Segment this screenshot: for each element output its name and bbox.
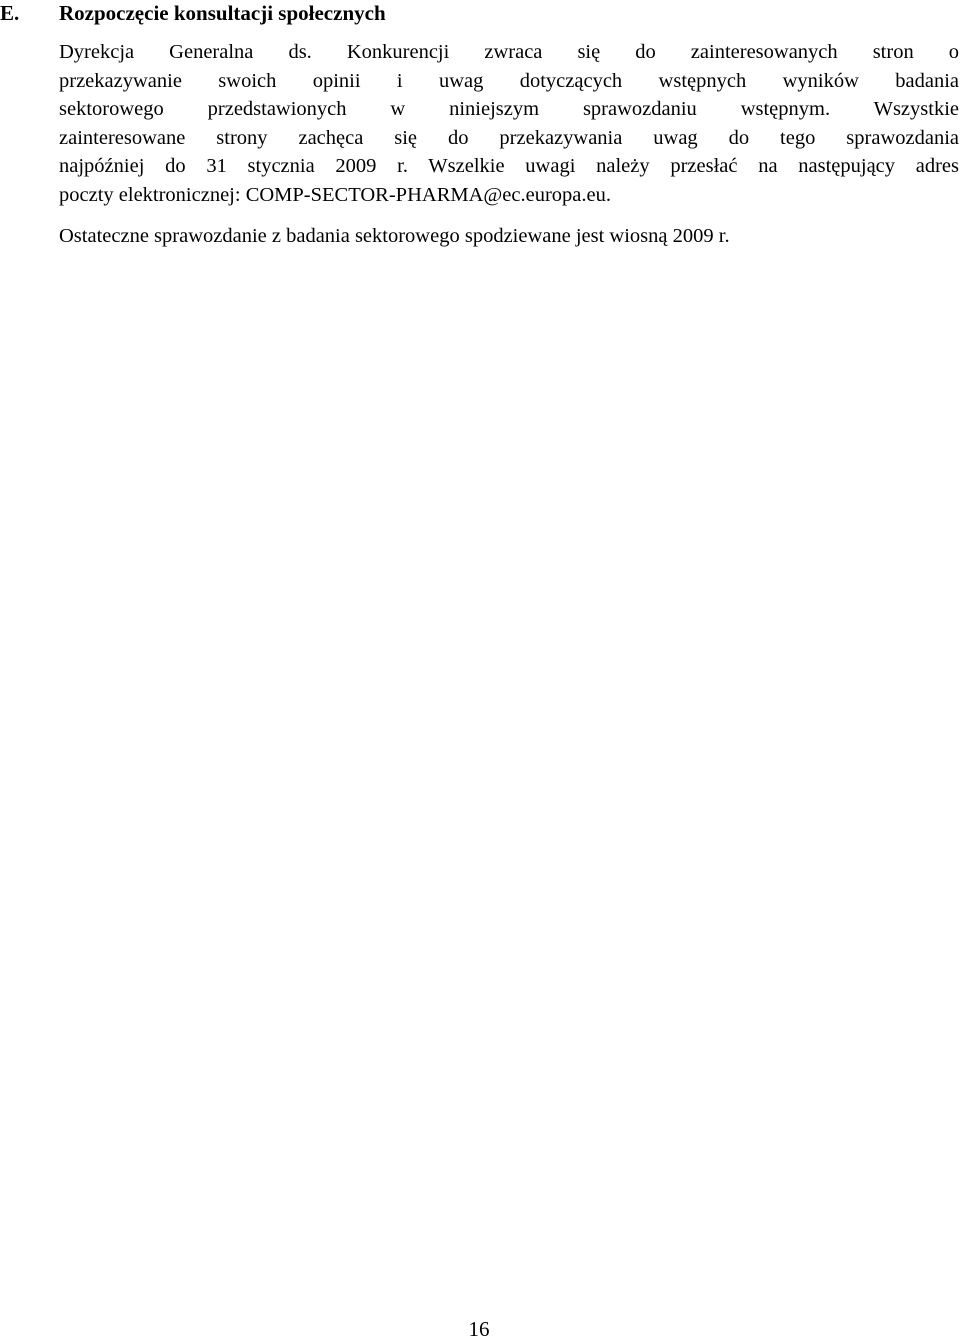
paragraph-line-email: poczty elektronicznej: COMP-SECTOR-PHARMA@ec.europa.eu. xyxy=(59,183,611,206)
section-heading xyxy=(0,0,960,26)
section-letter: E. xyxy=(0,1,20,25)
paragraph-line: przekazywanie swoich opinii i uwag dotyczących wstępnych wyników badania xyxy=(59,69,959,92)
paragraph-line: zainteresowane strony zachęca się do przekazywania uwag do tego sprawozdania xyxy=(59,126,959,149)
page-number xyxy=(0,1316,960,1342)
paragraph-final-report xyxy=(59,222,959,251)
paragraph-line: najpóźniej do 31 stycznia 2009 r. Wszelkie uwagi należy przesłać na następujący adres xyxy=(59,155,959,178)
paragraph-consultation xyxy=(59,38,959,210)
section-title: Rozpoczęcie konsultacji społecznych xyxy=(59,1,386,25)
paragraph-line: Ostateczne sprawozdanie z badania sektorowego spodziewane jest wiosną 2009 r. xyxy=(59,225,730,247)
paragraph-line: Dyrekcja Generalna ds. Konkurencji zwraca się do zainteresowanych stron o xyxy=(59,41,959,63)
page-number-text: 16 xyxy=(468,1317,490,1341)
paragraph-line: sektorowego przedstawionych w niniejszym sprawozdaniu wstępnym. Wszystkie xyxy=(59,98,959,121)
